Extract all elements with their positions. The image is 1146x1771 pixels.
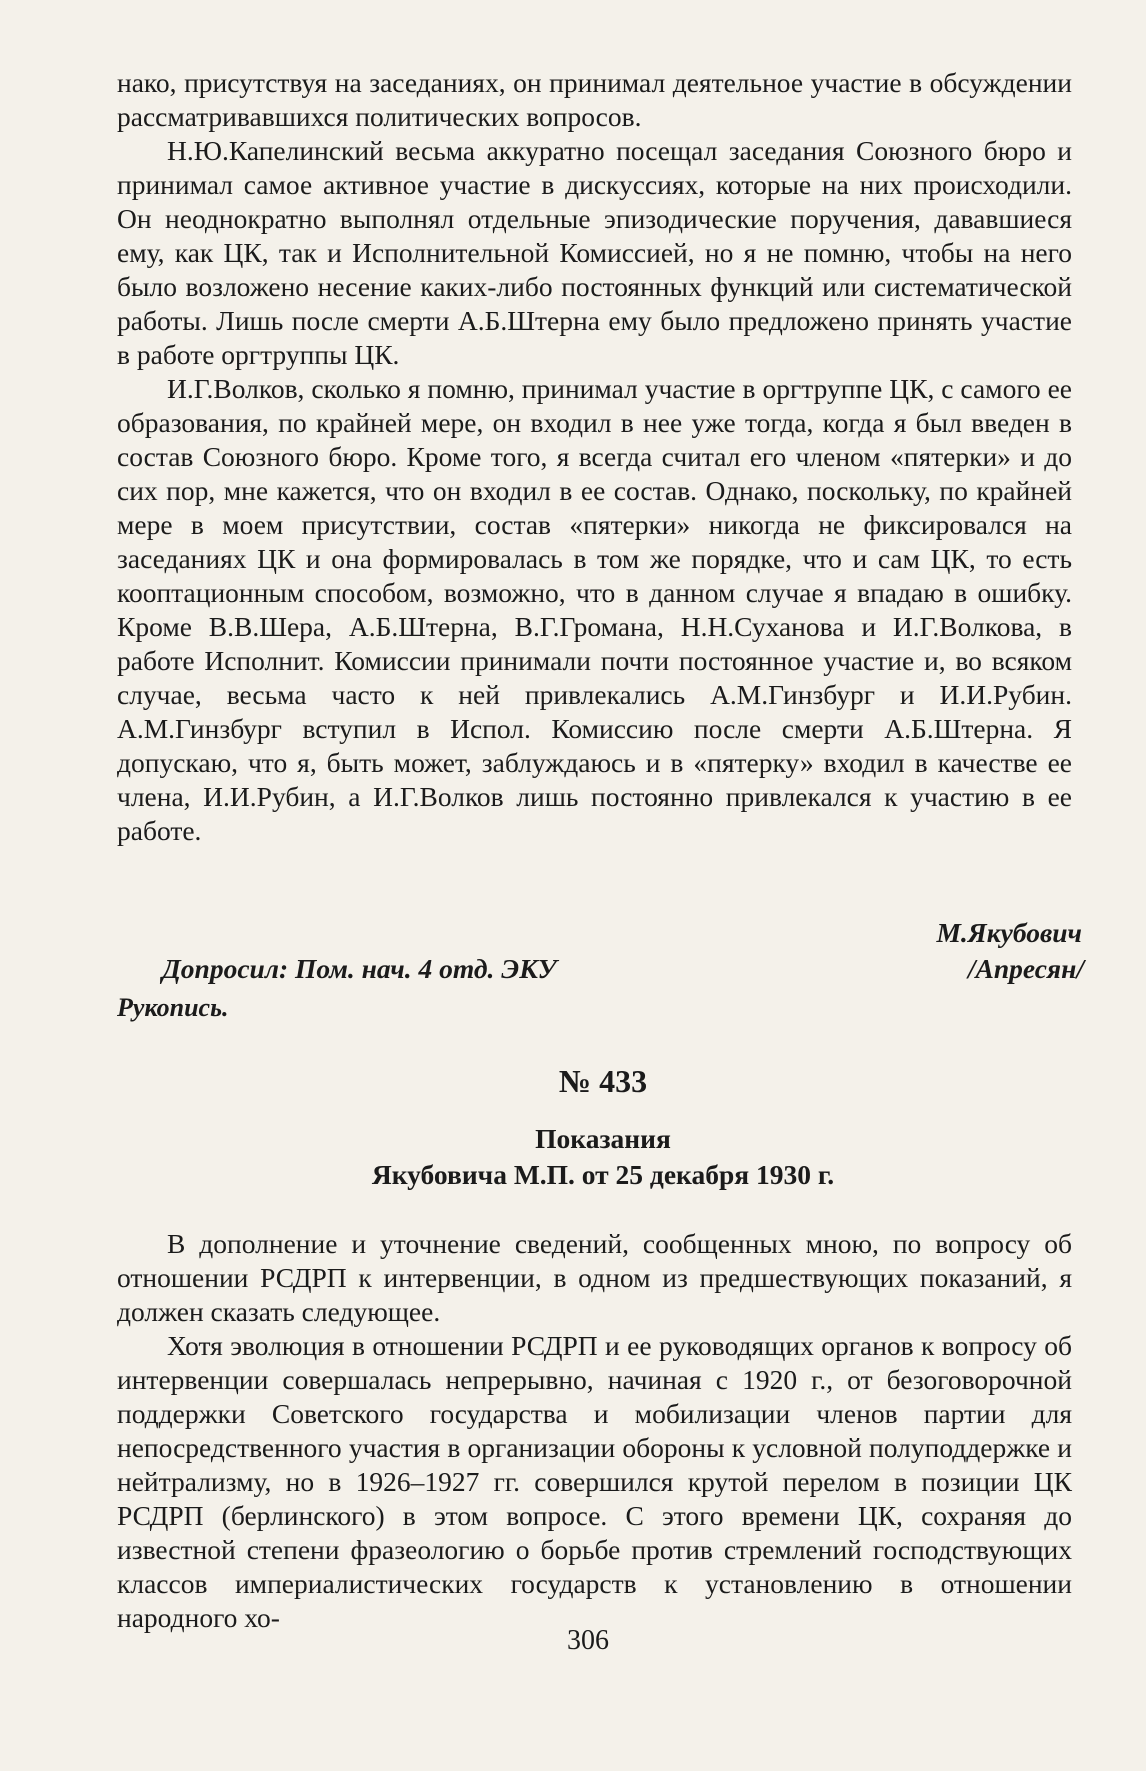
source-note: Рукопись.: [117, 993, 229, 1022]
paragraph-continuation: нако, присутствуя на заседаниях, он принимал деятельное участие в обсуждении рассматривавшихся политических вопросов.: [117, 67, 1072, 132]
page-number: 306: [567, 1625, 609, 1656]
document-title-line-1: Показания: [535, 1123, 671, 1154]
interrogated-by: Допросил: Пом. нач. 4 отд. ЭКУ: [162, 953, 557, 984]
document-title-line-2: Якубовича М.П. от 25 декабря 1930 г.: [371, 1159, 835, 1190]
paragraph-addendum: В дополнение и уточнение сведений, сообщенных мною, по вопросу об отношении РСДРП к интервенции, в одном из предшествующих показаний, я должен сказать следующее.: [117, 1228, 1072, 1327]
interrogator-name: /Апресян/: [967, 953, 1084, 984]
document-number: № 433: [558, 1063, 648, 1099]
text-block-top: [117, 66, 1072, 848]
paragraph-evolution: Хотя эволюция в отношении РСДРП и ее руководящих органов к вопросу об интервенции совершалась непрерывно, начиная с 1920 г., от безоговорочной поддержки Советского государства и мобилизации членов партии для непосредственного участия в организации обороны к условной полуподдержке и нейтрализму, но в 1926–1927 гг. совершился крутой перелом в позиции ЦК РСДРП (берлинского) в этом вопросе. С этого времени ЦК, сохраняя до известной степени фразеологию о борьбе против стремлений господствующих классов империалистических государств к установлению в отношении народного хо-: [117, 1330, 1072, 1633]
document-title: [0, 1121, 1146, 1193]
paragraph-volkov: И.Г.Волков, сколько я помню, принимал участие в оргтруппе ЦК, с самого ее образования, по крайней мере, он входил в нее уже тогда, когда я был введен в состав Союзного бюро. Кроме того, я всегда считал его членом «пятерки» и до сих пор, мне кажется, что он входил в ее состав. Однако, поскольку, по крайней мере в моем присутствии, состав «пятерки» никогда не фиксировался на заседаниях ЦК и она формировалась в том же порядке, что и сам ЦК, то есть кооптационным способом, возможно, что в данном случае я впадаю в ошибку. Кроме В.В.Шера, А.Б.Штерна, В.Г.Громана, Н.Н.Суханова и И.Г.Волкова, в работе Исполнит. Комиссии принимали почти постоянное участие и, во всяком случае, весьма часто к ней привлекались А.М.Гинзбург и И.И.Рубин. А.М.Гинзбург вступил в Испол. Комиссию после смерти А.Б.Штерна. Я допускаю, что я, быть может, заблуждаюсь и в «пятерку» входил в качестве ее члена, И.И.Рубин, а И.Г.Волков лишь постоянно привлекался к участию в ее работе.: [117, 373, 1072, 846]
signature-yakubovich: М.Якубович: [936, 917, 1082, 948]
text-block-bottom: [117, 1227, 1072, 1635]
paragraph-kapelinsky: Н.Ю.Капелинский весьма аккуратно посещал заседания Союзного бюро и принимал самое активное участие в дискуссиях, которые на них происходили. Он неоднократно выполнял отдельные эпизодические поручения, дававшиеся ему, как ЦК, так и Исполнительной Комиссией, но я не помню, чтобы на него было возложено несение каких-либо постоянных функций или систематической работы. Лишь после смерти А.Б.Штерна ему было предложено принять участие в работе оргтруппы ЦК.: [117, 135, 1072, 370]
